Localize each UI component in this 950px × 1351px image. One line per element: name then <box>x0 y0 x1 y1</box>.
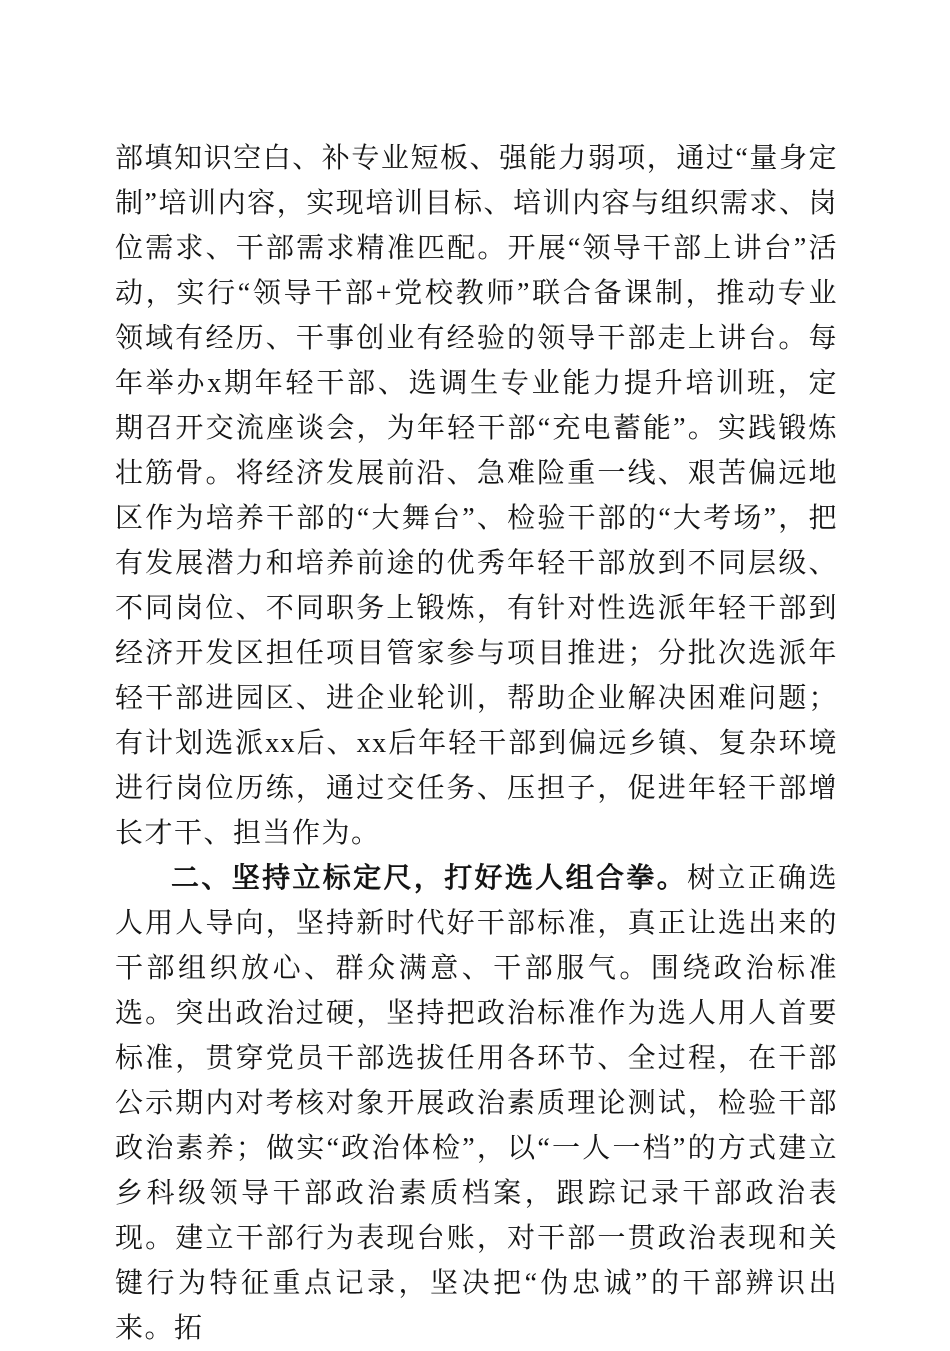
section-two-body: 树立正确选人用人导向，坚持新时代好干部标准，真正让选出来的干部组织放心、群众满意、干部服气。围绕政治标准选。突出政治过硬，坚持把政治标准作为选人用人首要标准，贯穿党员干部选拔任用各环节、全过程，在干部公示期内对考核对象开展政治素质理论测试，检验干部政治素养；做实“政治体检”，以“一人一档”的方式建立乡科级领导干部政治素质档案，跟踪记录干部政治表现。建立干部行为表现台账，对干部一贯政治表现和关键行为特征重点记录，坚决把“伪忠诚”的干部辨识出来。拓 <box>115 863 838 1344</box>
section-two-heading: 二、坚持立标定尺，打好选人组合拳。 <box>171 863 688 894</box>
paragraph-section-two <box>115 856 838 1351</box>
paragraph-continuation: 部填知识空白、补专业短板、强能力弱项，通过“量身定制”培训内容，实现培训目标、培训内容与组织需求、岗位需求、干部需求精准匹配。开展“领导干部上讲台”活动，实行“领导干部+党校教师”联合备课制，推动专业领域有经历、干事创业有经验的领导干部走上讲台。每年举办x期年轻干部、选调生专业能力提升培训班，定期召开交流座谈会，为年轻干部“充电蓄能”。实践锻炼壮筋骨。将经济发展前沿、急难险重一线、艰苦偏远地区作为培养干部的“大舞台”、检验干部的“大考场”，把有发展潜力和培养前途的优秀年轻干部放到不同层级、不同岗位、不同职务上锻炼，有针对性选派年轻干部到经济开发区担任项目管家参与项目推进；分批次选派年轻干部进园区、进企业轮训，帮助企业解决困难问题；有计划选派xx后、xx后年轻干部到偏远乡镇、复杂环境进行岗位历练，通过交任务、压担子，促进年轻干部增长才干、担当作为。 <box>115 143 838 849</box>
